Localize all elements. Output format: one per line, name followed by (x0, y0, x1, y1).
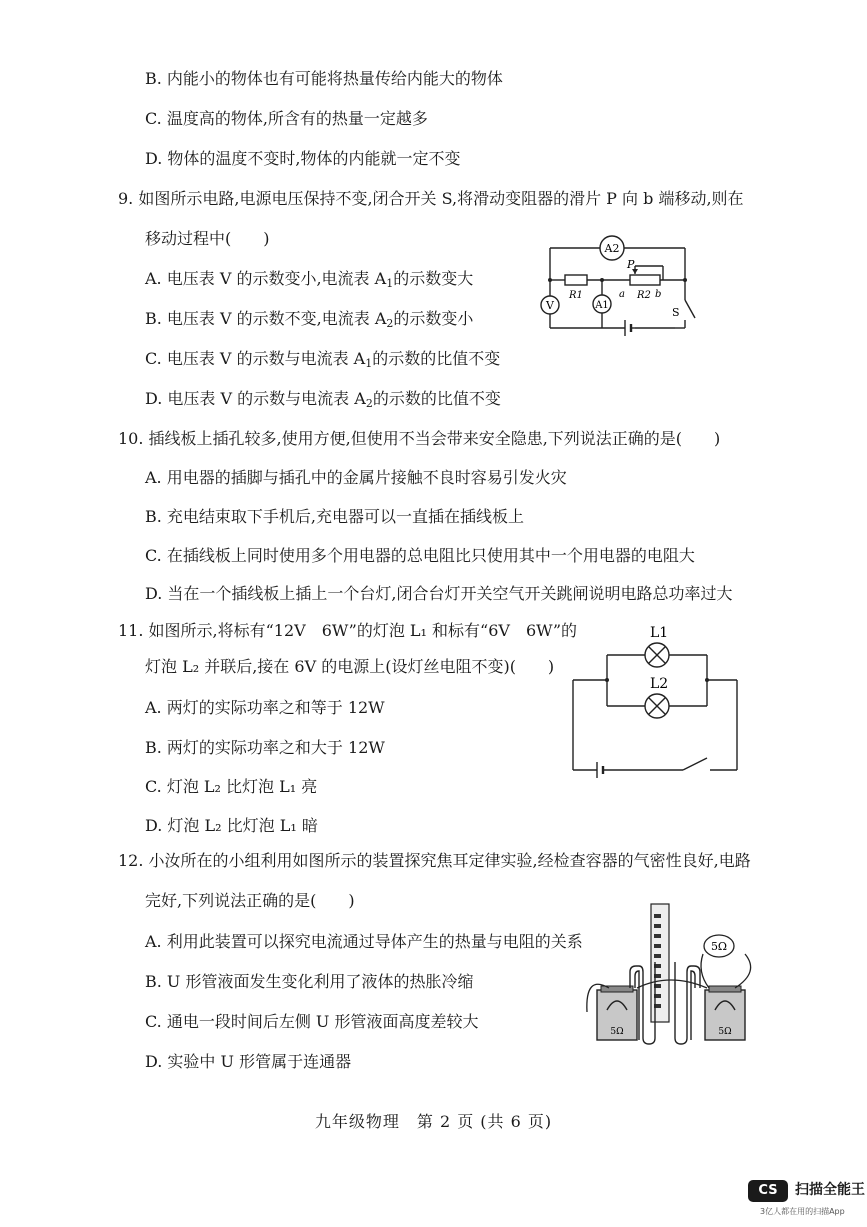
q12-left-resistor-label: 5Ω (610, 1027, 624, 1037)
q9-r1-label: R1 (569, 290, 583, 301)
q11-circuit-diagram (565, 618, 745, 783)
q9-option-a: A. 电压表 V 的示数变小,电流表 $A_1$的示数变大 (145, 269, 474, 290)
q10-option-c: C. 在插线板上同时使用多个用电器的总电阻比只使用其中一个用电器的电阻大 (145, 546, 695, 565)
q9-circuit-diagram (535, 228, 715, 353)
q8-option-c: C. 温度高的物体,所含有的热量一定越多 (145, 109, 428, 128)
watermark-app-name: 扫描全能王 (795, 1182, 865, 1198)
q11-lamp-l1-label: L1 (650, 625, 669, 641)
q9-switch-s-label: S (672, 306, 680, 319)
page-footer: 九年级物理 第 2 页 (共 6 页) (314, 1112, 553, 1131)
q12-stem-line1: 12. 小汝所在的小组利用如图所示的装置探究焦耳定律实验,经检查容器的气密性良好,电路 (118, 851, 751, 870)
q9-r2-label: R2 (637, 290, 651, 301)
camscanner-logo-icon: CS (748, 1180, 788, 1202)
q8-option-d: D. 物体的温度不变时,物体的内能就一定不变 (145, 149, 461, 168)
q10-option-a: A. 用电器的插脚与插孔中的金属片接触不良时容易引发火灾 (145, 468, 567, 487)
q11-lamp-l2-label: L2 (650, 676, 669, 692)
q9-option-c: C. 电压表 V 的示数与电流表 $A_1$的示数的比值不变 (145, 349, 501, 370)
watermark-tagline: 3亿人都在用的扫描App (760, 1207, 845, 1216)
q9-option-b: B. 电压表 V 的示数不变,电流表 $A_2$的示数变小 (145, 309, 474, 330)
q9-stem-line1: 9. 如图所示电路,电源电压保持不变,闭合开关 S,将滑动变阻器的滑片 P 向 b 端移动,则在 (118, 189, 744, 208)
q12-option-c: C. 通电一段时间后左侧 U 形管液面高度差较大 (145, 1012, 479, 1031)
q12-right-resistor-label: 5Ω (718, 1027, 732, 1037)
q11-option-a: A. 两灯的实际功率之和等于 12W (145, 698, 385, 717)
q9-ammeter-a2-label: A2 (604, 242, 620, 255)
q9-option-d: D. 电压表 V 的示数与电流表 $A_2$的示数的比值不变 (145, 389, 501, 410)
q12-joule-apparatus-diagram (585, 902, 760, 1047)
q12-external-resistor-label: 5Ω (710, 940, 728, 953)
q9-ammeter-a1-label: A1 (595, 300, 609, 311)
q11-option-d: D. 灯泡 L₂ 比灯泡 L₁ 暗 (145, 816, 318, 835)
q11-option-c: C. 灯泡 L₂ 比灯泡 L₁ 亮 (145, 777, 318, 796)
q9-terminal-a-label: a (619, 289, 625, 300)
q9-stem-line2: 移动过程中( ) (145, 229, 270, 248)
q12-option-d: D. 实验中 U 形管属于连通器 (145, 1052, 352, 1071)
q12-option-b: B. U 形管液面发生变化利用了液体的热胀冷缩 (145, 972, 474, 991)
q9-terminal-b-label: b (655, 289, 662, 300)
q8-option-b: B. 内能小的物体也有可能将热量传给内能大的物体 (145, 69, 503, 88)
q9-slider-p-label: P (627, 258, 635, 271)
q11-stem-line2: 灯泡 L₂ 并联后,接在 6V 的电源上(设灯丝电阻不变)( ) (145, 657, 555, 676)
q9-voltmeter-label: V (546, 299, 554, 312)
q12-option-a: A. 利用此装置可以探究电流通过导体产生的热量与电阻的关系 (145, 932, 583, 951)
q10-option-d: D. 当在一个插线板上插上一个台灯,闭合台灯开关空气开关跳闸说明电路总功率过大 (145, 584, 733, 603)
q11-option-b: B. 两灯的实际功率之和大于 12W (145, 738, 385, 757)
q11-stem-line1: 11. 如图所示,将标有“12V 6W”的灯泡 L₁ 和标有“6V 6W”的 (118, 621, 578, 640)
q10-option-b: B. 充电结束取下手机后,充电器可以一直插在插线板上 (145, 507, 525, 526)
q10-stem: 10. 插线板上插孔较多,使用方便,但使用不当会带来安全隐患,下列说法正确的是( ) (118, 429, 721, 448)
q12-stem-line2: 完好,下列说法正确的是( ) (145, 891, 355, 910)
